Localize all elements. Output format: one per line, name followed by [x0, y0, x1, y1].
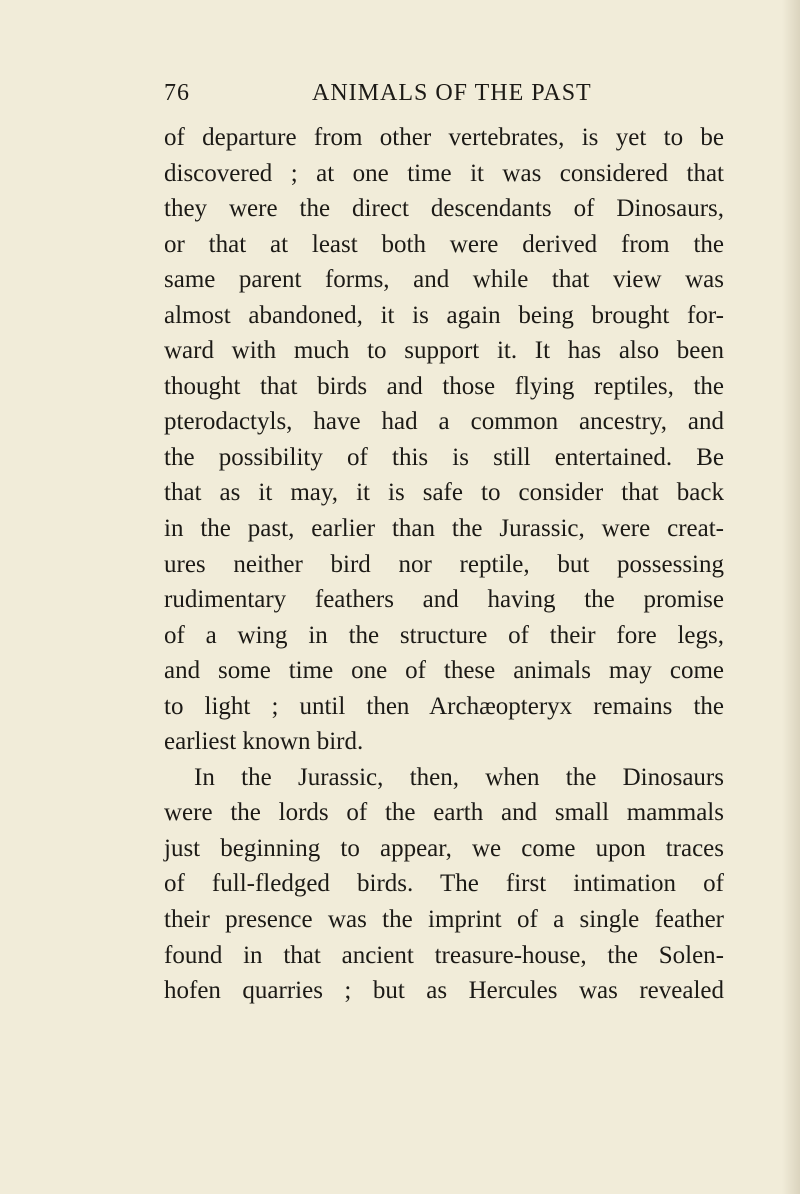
text-line: found in that ancient treasure-house, the Solen-: [164, 941, 724, 969]
text-line: just beginning to appear, we come upon traces: [164, 834, 724, 862]
page-edge-shadow: [782, 0, 800, 1194]
text-line: of departure from other vertebrates, is yet to be: [164, 124, 724, 151]
text-line: ures neither bird nor reptile, but possessing: [164, 550, 724, 578]
text-line: of full-fledged birds. The first intimation of: [164, 870, 724, 898]
text-line: were the lords of the earth and small mammals: [164, 799, 724, 827]
text-line: discovered ; at one time it was considered that: [164, 159, 724, 187]
text-line: same parent forms, and while that view was: [164, 266, 724, 294]
text-line: their presence was the imprint of a single feather: [164, 906, 724, 934]
running-head: [164, 80, 724, 116]
text-line: pterodactyls, have had a common ancestry, and: [164, 408, 724, 436]
text-line: of a wing in the structure of their fore legs,: [164, 621, 724, 649]
text-line: and some time one of these animals may come: [164, 657, 724, 685]
running-title: ANIMALS OF THE PAST: [312, 80, 592, 106]
text-line: they were the direct descendants of Dinosaurs,: [164, 195, 724, 223]
text-line: in the past, earlier than the Jurassic, were creat-: [164, 515, 724, 543]
page-number: 76: [164, 80, 190, 106]
body-text: [164, 120, 724, 1009]
paragraph-end-line: earliest known bird.: [164, 728, 364, 756]
paragraph-start-line: In the Jurassic, then, when the Dinosaurs: [194, 763, 724, 791]
text-line: ward with much to support it. It has also been: [164, 337, 724, 365]
text-line: the possibility of this is still entertained. Be: [164, 443, 724, 471]
text-line: almost abandoned, it is again being brought for-: [164, 301, 724, 329]
text-line: to light ; until then Archæopteryx remains the: [164, 692, 724, 720]
text-line: thought that birds and those flying reptiles, the: [164, 372, 724, 400]
text-line: that as it may, it is safe to consider that back: [164, 479, 724, 507]
text-line: hofen quarries ; but as Hercules was revealed: [164, 977, 724, 1005]
text-line: rudimentary feathers and having the promise: [164, 586, 724, 614]
text-line: or that at least both were derived from the: [164, 230, 724, 258]
